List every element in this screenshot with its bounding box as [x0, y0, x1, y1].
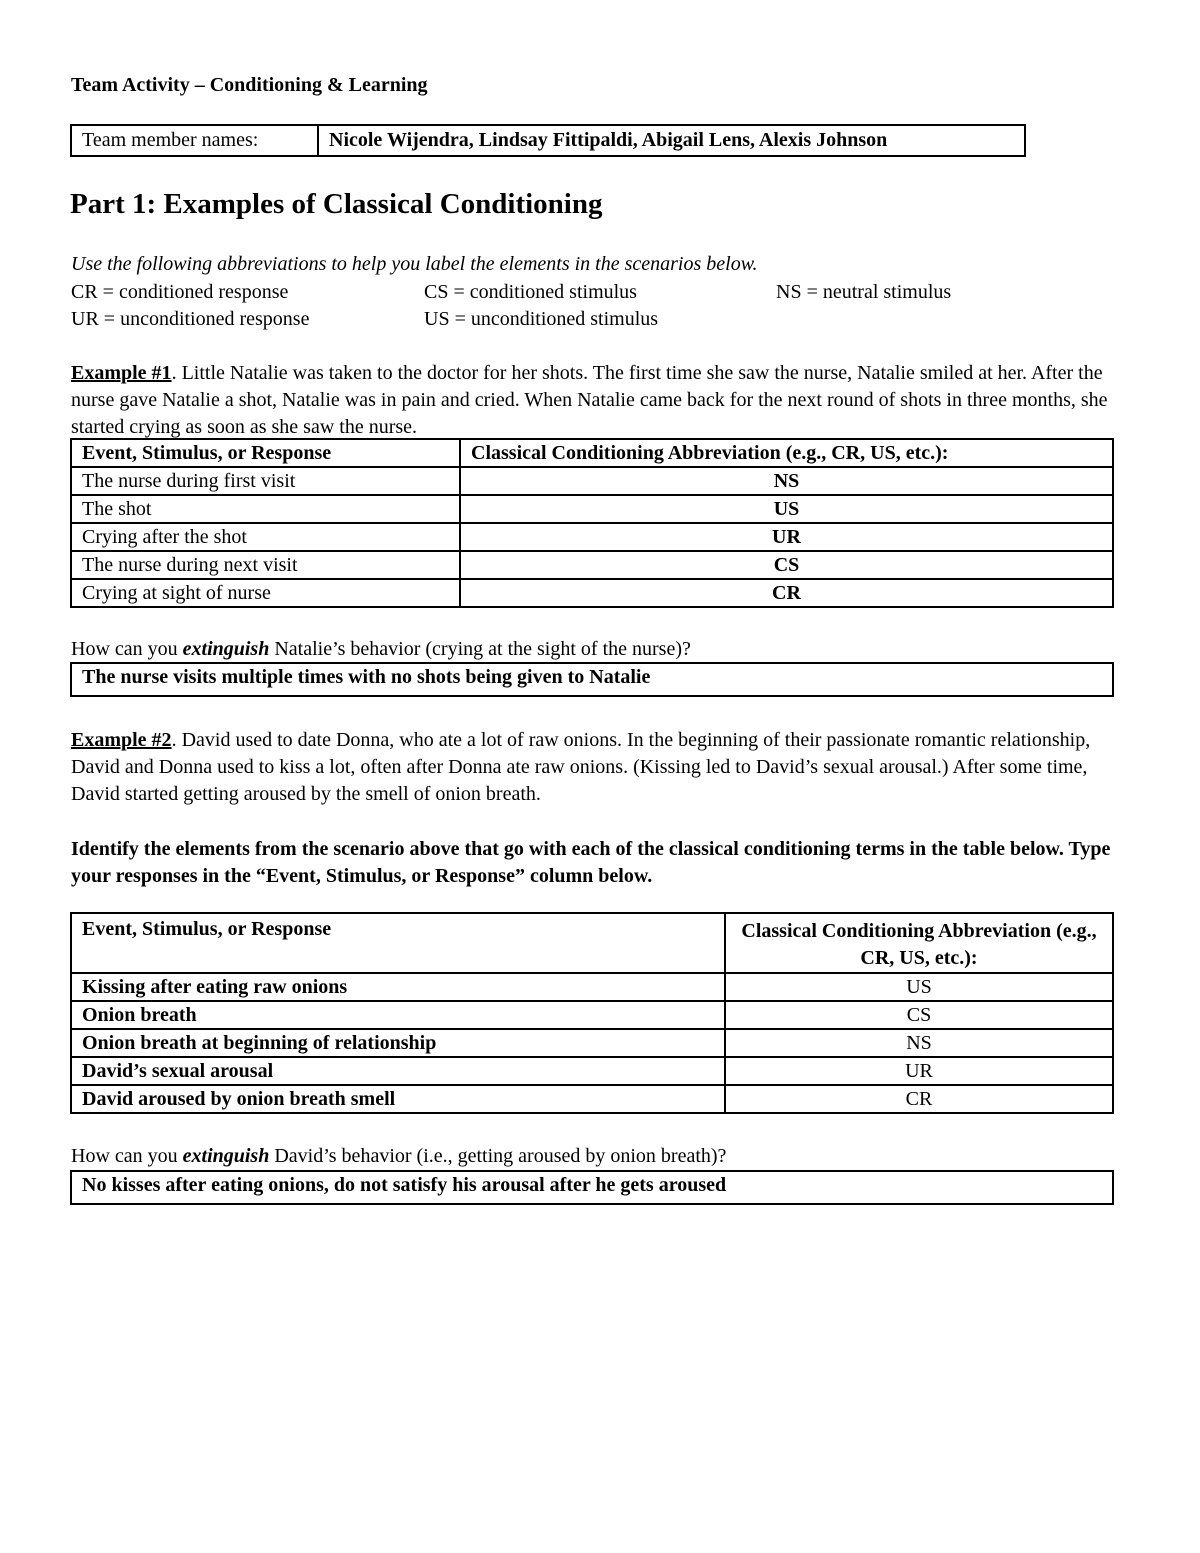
header-event: Event, Stimulus, or Response [71, 913, 725, 973]
question-emphasis: extinguish [182, 638, 270, 660]
example1-answer-field[interactable]: The nurse visits multiple times with no shots being given to Natalie [70, 662, 1114, 697]
table-row [71, 523, 1113, 551]
part-heading: Part 1: Examples of Classical Conditioning [70, 188, 603, 220]
example1-table [70, 438, 1114, 608]
event-cell: The nurse during first visit [71, 467, 460, 495]
example1-question [71, 638, 691, 661]
team-members-table [70, 124, 1026, 157]
example2-label: Example #2 [71, 729, 172, 751]
team-members-field[interactable]: Nicole Wijendra, Lindsay Fittipaldi, Abigail Lens, Alexis Johnson [318, 125, 1025, 156]
abbreviation-us: US = unconditioned stimulus [424, 308, 659, 330]
table-header-row [71, 439, 1113, 467]
table-header-row [71, 913, 1113, 973]
document-title: Team Activity – Conditioning & Learning [71, 74, 428, 96]
question-emphasis: extinguish [182, 1145, 270, 1167]
example1-label: Example #1 [71, 362, 172, 384]
event-cell[interactable]: David’s sexual arousal [71, 1057, 725, 1085]
example1-scenario [71, 360, 1121, 441]
header-event: Event, Stimulus, or Response [71, 439, 460, 467]
table-row [71, 495, 1113, 523]
example2-answer-field[interactable]: No kisses after eating onions, do not satisfy his arousal after he gets aroused [70, 1170, 1114, 1205]
abbreviation-cell: NS [725, 1029, 1113, 1057]
abbreviation-cell: UR [725, 1057, 1113, 1085]
example2-question [71, 1145, 726, 1168]
event-cell: Crying at sight of nurse [71, 579, 460, 607]
table-row [71, 973, 1113, 1001]
question-text: David’s behavior (i.e., getting aroused by onion breath)? [269, 1145, 727, 1167]
example2-table [70, 912, 1114, 1114]
event-cell[interactable]: Onion breath at beginning of relationship [71, 1029, 725, 1057]
abbreviation-cell[interactable]: NS [460, 467, 1113, 495]
table-row [71, 1057, 1113, 1085]
example1-text: . Little Natalie was taken to the doctor for her shots. The first time she saw the nurse, Natalie smiled at her. After the nurse gave Natalie a shot, Natalie was in pain and cried. When Natalie came back for the next round of shots in three months, she started crying as soon as she saw the nurse. [71, 362, 1108, 438]
abbreviation-cell[interactable]: US [460, 495, 1113, 523]
question-text: How can you [71, 638, 183, 660]
team-members-row [71, 125, 1025, 156]
table-row [71, 579, 1113, 607]
identify-instructions: Identify the elements from the scenario above that go with each of the classical conditioning terms in the table below. Type your responses in the “Event, Stimulus, or Response” column below. [71, 838, 1111, 887]
abbreviation-cell[interactable]: UR [460, 523, 1113, 551]
question-text: Natalie’s behavior (crying at the sight of the nurse)? [269, 638, 691, 660]
abbreviation-cell: US [725, 973, 1113, 1001]
abbreviation-cell[interactable]: CS [460, 551, 1113, 579]
question-text: How can you [71, 1145, 183, 1167]
team-members-label: Team member names: [71, 125, 318, 156]
event-cell: The shot [71, 495, 460, 523]
abbreviation-ns: NS = neutral stimulus [776, 281, 952, 303]
table-row [71, 1029, 1113, 1057]
abbreviation-cell: CS [725, 1001, 1113, 1029]
instructions-text: Use the following abbreviations to help you label the elements in the scenarios below. [71, 253, 758, 275]
table-row [71, 467, 1113, 495]
table-row [71, 1001, 1113, 1029]
event-cell: Crying after the shot [71, 523, 460, 551]
event-cell[interactable]: David aroused by onion breath smell [71, 1085, 725, 1113]
header-abbreviation: Classical Conditioning Abbreviation (e.g., CR, US, etc.): [460, 439, 1113, 467]
table-row [71, 1085, 1113, 1113]
event-cell[interactable]: Kissing after eating raw onions [71, 973, 725, 1001]
abbreviation-cell: CR [725, 1085, 1113, 1113]
abbreviation-ur: UR = unconditioned response [71, 308, 310, 330]
example2-scenario [71, 727, 1121, 808]
abbreviation-cs: CS = conditioned stimulus [424, 281, 637, 303]
event-cell[interactable]: Onion breath [71, 1001, 725, 1029]
abbreviation-cell[interactable]: CR [460, 579, 1113, 607]
abbreviation-cr: CR = conditioned response [71, 281, 289, 303]
example2-text: . David used to date Donna, who ate a lot of raw onions. In the beginning of their passionate romantic relationship, David and Donna used to kiss a lot, often after Donna ate raw onions. (Kissing led to David’s sexual arousal.) After some time, David started getting aroused by the smell of onion breath. [71, 729, 1091, 805]
header-abbreviation: Classical Conditioning Abbreviation (e.g., CR, US, etc.): [725, 913, 1113, 973]
event-cell: The nurse during next visit [71, 551, 460, 579]
table-row [71, 551, 1113, 579]
